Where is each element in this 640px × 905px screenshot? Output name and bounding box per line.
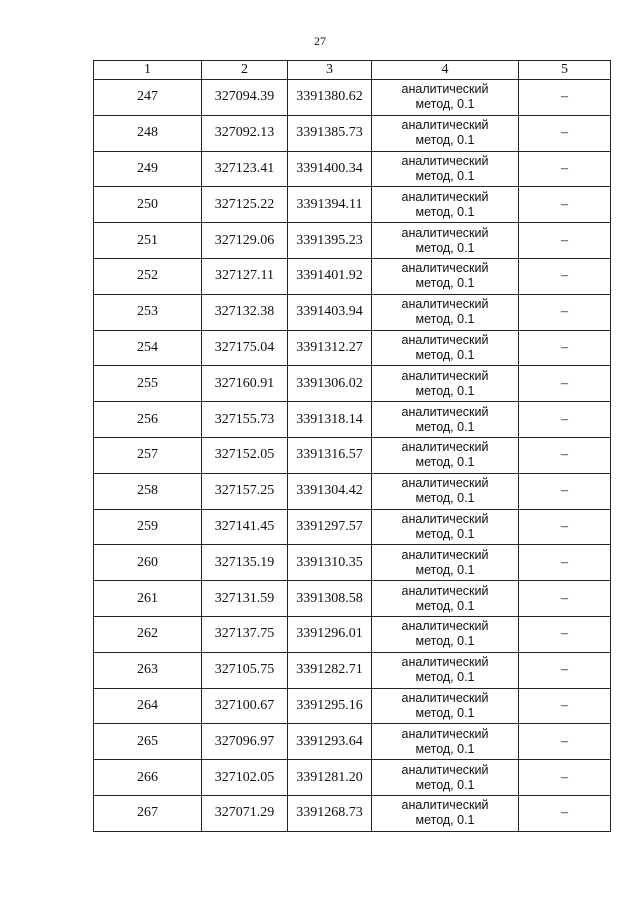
x-coordinate-cell: 327123.41 — [202, 151, 288, 187]
method-cell — [372, 366, 519, 402]
method-cell — [372, 581, 519, 617]
y-coordinate-cell: 3391308.58 — [288, 581, 372, 617]
note-cell: – — [519, 437, 611, 473]
method-line-1: аналитический — [401, 189, 489, 204]
method-cell — [372, 760, 519, 796]
method-line-1: аналитический — [401, 368, 489, 383]
note-cell: – — [519, 473, 611, 509]
method-line-1: аналитический — [401, 690, 489, 705]
note-cell: – — [519, 652, 611, 688]
x-coordinate-cell: 327071.29 — [202, 795, 288, 831]
method-line-2: метод, 0.1 — [415, 705, 475, 720]
note-cell: – — [519, 795, 611, 831]
table-row — [94, 187, 611, 223]
x-coordinate-cell: 327129.06 — [202, 223, 288, 259]
method-line-2: метод, 0.1 — [415, 133, 475, 148]
table-row — [94, 509, 611, 545]
y-coordinate-cell: 3391385.73 — [288, 115, 372, 151]
method-line-1: аналитический — [401, 655, 489, 670]
method-line-2: метод, 0.1 — [415, 312, 475, 327]
header-col-3: 3 — [288, 61, 372, 80]
y-coordinate-cell: 3391394.11 — [288, 187, 372, 223]
x-coordinate-cell: 327157.25 — [202, 473, 288, 509]
x-coordinate-cell: 327127.11 — [202, 258, 288, 294]
method-line-2: метод, 0.1 — [415, 634, 475, 649]
method-line-1: аналитический — [401, 547, 489, 562]
x-coordinate-cell: 327175.04 — [202, 330, 288, 366]
x-coordinate-cell: 327155.73 — [202, 402, 288, 438]
note-cell: – — [519, 330, 611, 366]
method-line-1: аналитический — [401, 404, 489, 419]
note-cell: – — [519, 115, 611, 151]
point-number-cell: 266 — [94, 760, 202, 796]
method-line-2: метод, 0.1 — [415, 526, 475, 541]
x-coordinate-cell: 327135.19 — [202, 545, 288, 581]
point-number-cell: 247 — [94, 80, 202, 116]
method-cell — [372, 258, 519, 294]
method-cell — [372, 402, 519, 438]
point-number-cell: 250 — [94, 187, 202, 223]
y-coordinate-cell: 3391400.34 — [288, 151, 372, 187]
method-cell — [372, 545, 519, 581]
x-coordinate-cell: 327096.97 — [202, 724, 288, 760]
table-row — [94, 581, 611, 617]
point-number-cell: 249 — [94, 151, 202, 187]
method-line-1: аналитический — [401, 476, 489, 491]
table-row — [94, 724, 611, 760]
table-row — [94, 80, 611, 116]
x-coordinate-cell: 327094.39 — [202, 80, 288, 116]
y-coordinate-cell: 3391281.20 — [288, 760, 372, 796]
y-coordinate-cell: 3391316.57 — [288, 437, 372, 473]
header-col-5: 5 — [519, 61, 611, 80]
table-row — [94, 437, 611, 473]
method-line-1: аналитический — [401, 440, 489, 455]
table-header — [94, 61, 611, 80]
x-coordinate-cell: 327105.75 — [202, 652, 288, 688]
note-cell: – — [519, 258, 611, 294]
coordinates-table — [93, 60, 611, 832]
method-line-1: аналитический — [401, 619, 489, 634]
method-line-2: метод, 0.1 — [415, 670, 475, 685]
method-line-1: аналитический — [401, 762, 489, 777]
point-number-cell: 263 — [94, 652, 202, 688]
x-coordinate-cell: 327160.91 — [202, 366, 288, 402]
y-coordinate-cell: 3391306.02 — [288, 366, 372, 402]
x-coordinate-cell: 327131.59 — [202, 581, 288, 617]
y-coordinate-cell: 3391380.62 — [288, 80, 372, 116]
y-coordinate-cell: 3391395.23 — [288, 223, 372, 259]
y-coordinate-cell: 3391282.71 — [288, 652, 372, 688]
method-line-1: аналитический — [401, 225, 489, 240]
table-row — [94, 402, 611, 438]
y-coordinate-cell: 3391312.27 — [288, 330, 372, 366]
table-row — [94, 115, 611, 151]
x-coordinate-cell: 327125.22 — [202, 187, 288, 223]
method-cell — [372, 652, 519, 688]
y-coordinate-cell: 3391295.16 — [288, 688, 372, 724]
method-line-1: аналитический — [401, 153, 489, 168]
table-row — [94, 545, 611, 581]
y-coordinate-cell: 3391293.64 — [288, 724, 372, 760]
method-line-1: аналитический — [401, 118, 489, 133]
method-line-2: метод, 0.1 — [415, 97, 475, 112]
table-row — [94, 223, 611, 259]
point-number-cell: 252 — [94, 258, 202, 294]
x-coordinate-cell: 327132.38 — [202, 294, 288, 330]
table-row — [94, 330, 611, 366]
header-col-1: 1 — [94, 61, 202, 80]
point-number-cell: 260 — [94, 545, 202, 581]
method-cell — [372, 795, 519, 831]
x-coordinate-cell: 327102.05 — [202, 760, 288, 796]
method-line-1: аналитический — [401, 726, 489, 741]
method-line-2: метод, 0.1 — [415, 777, 475, 792]
note-cell: – — [519, 760, 611, 796]
header-col-4: 4 — [372, 61, 519, 80]
y-coordinate-cell: 3391268.73 — [288, 795, 372, 831]
y-coordinate-cell: 3391304.42 — [288, 473, 372, 509]
method-line-1: аналитический — [401, 511, 489, 526]
x-coordinate-cell: 327152.05 — [202, 437, 288, 473]
method-cell — [372, 80, 519, 116]
point-number-cell: 262 — [94, 616, 202, 652]
x-coordinate-cell: 327092.13 — [202, 115, 288, 151]
method-line-2: метод, 0.1 — [415, 276, 475, 291]
header-col-2: 2 — [202, 61, 288, 80]
method-cell — [372, 437, 519, 473]
y-coordinate-cell: 3391297.57 — [288, 509, 372, 545]
method-line-2: метод, 0.1 — [415, 204, 475, 219]
method-line-2: метод, 0.1 — [415, 813, 475, 828]
method-cell — [372, 223, 519, 259]
note-cell: – — [519, 402, 611, 438]
point-number-cell: 251 — [94, 223, 202, 259]
note-cell: – — [519, 223, 611, 259]
table-row — [94, 258, 611, 294]
note-cell: – — [519, 187, 611, 223]
method-cell — [372, 187, 519, 223]
method-line-2: метод, 0.1 — [415, 383, 475, 398]
method-cell — [372, 616, 519, 652]
method-cell — [372, 724, 519, 760]
method-line-2: метод, 0.1 — [415, 741, 475, 756]
note-cell: – — [519, 724, 611, 760]
y-coordinate-cell: 3391318.14 — [288, 402, 372, 438]
point-number-cell: 254 — [94, 330, 202, 366]
table-row — [94, 473, 611, 509]
point-number-cell: 259 — [94, 509, 202, 545]
method-cell — [372, 151, 519, 187]
table-row — [94, 688, 611, 724]
method-cell — [372, 688, 519, 724]
method-line-2: метод, 0.1 — [415, 562, 475, 577]
table-row — [94, 760, 611, 796]
method-line-1: аналитический — [401, 583, 489, 598]
note-cell: – — [519, 294, 611, 330]
method-line-2: метод, 0.1 — [415, 598, 475, 613]
y-coordinate-cell: 3391296.01 — [288, 616, 372, 652]
note-cell: – — [519, 581, 611, 617]
point-number-cell: 257 — [94, 437, 202, 473]
method-cell — [372, 294, 519, 330]
point-number-cell: 248 — [94, 115, 202, 151]
method-line-2: метод, 0.1 — [415, 419, 475, 434]
method-line-1: аналитический — [401, 261, 489, 276]
method-line-2: метод, 0.1 — [415, 168, 475, 183]
method-line-1: аналитический — [401, 798, 489, 813]
table-body — [94, 80, 611, 832]
method-line-1: аналитический — [401, 297, 489, 312]
note-cell: – — [519, 80, 611, 116]
note-cell: – — [519, 366, 611, 402]
point-number-cell: 265 — [94, 724, 202, 760]
table-row — [94, 151, 611, 187]
y-coordinate-cell: 3391403.94 — [288, 294, 372, 330]
note-cell: – — [519, 688, 611, 724]
table-row — [94, 294, 611, 330]
table-row — [94, 652, 611, 688]
y-coordinate-cell: 3391310.35 — [288, 545, 372, 581]
note-cell: – — [519, 616, 611, 652]
method-line-1: аналитический — [401, 82, 489, 97]
point-number-cell: 255 — [94, 366, 202, 402]
x-coordinate-cell: 327137.75 — [202, 616, 288, 652]
note-cell: – — [519, 151, 611, 187]
method-line-2: метод, 0.1 — [415, 347, 475, 362]
point-number-cell: 253 — [94, 294, 202, 330]
point-number-cell: 258 — [94, 473, 202, 509]
page-number: 27 — [314, 34, 326, 48]
point-number-cell: 256 — [94, 402, 202, 438]
method-cell — [372, 115, 519, 151]
method-cell — [372, 330, 519, 366]
y-coordinate-cell: 3391401.92 — [288, 258, 372, 294]
method-cell — [372, 509, 519, 545]
point-number-cell: 261 — [94, 581, 202, 617]
point-number-cell: 264 — [94, 688, 202, 724]
note-cell: – — [519, 509, 611, 545]
point-number-cell: 267 — [94, 795, 202, 831]
x-coordinate-cell: 327100.67 — [202, 688, 288, 724]
method-line-2: метод, 0.1 — [415, 491, 475, 506]
table-row — [94, 616, 611, 652]
table-row — [94, 366, 611, 402]
method-line-2: метод, 0.1 — [415, 240, 475, 255]
x-coordinate-cell: 327141.45 — [202, 509, 288, 545]
method-cell — [372, 473, 519, 509]
table-row — [94, 795, 611, 831]
method-line-2: метод, 0.1 — [415, 455, 475, 470]
method-line-1: аналитический — [401, 332, 489, 347]
note-cell: – — [519, 545, 611, 581]
header-row — [94, 61, 611, 80]
